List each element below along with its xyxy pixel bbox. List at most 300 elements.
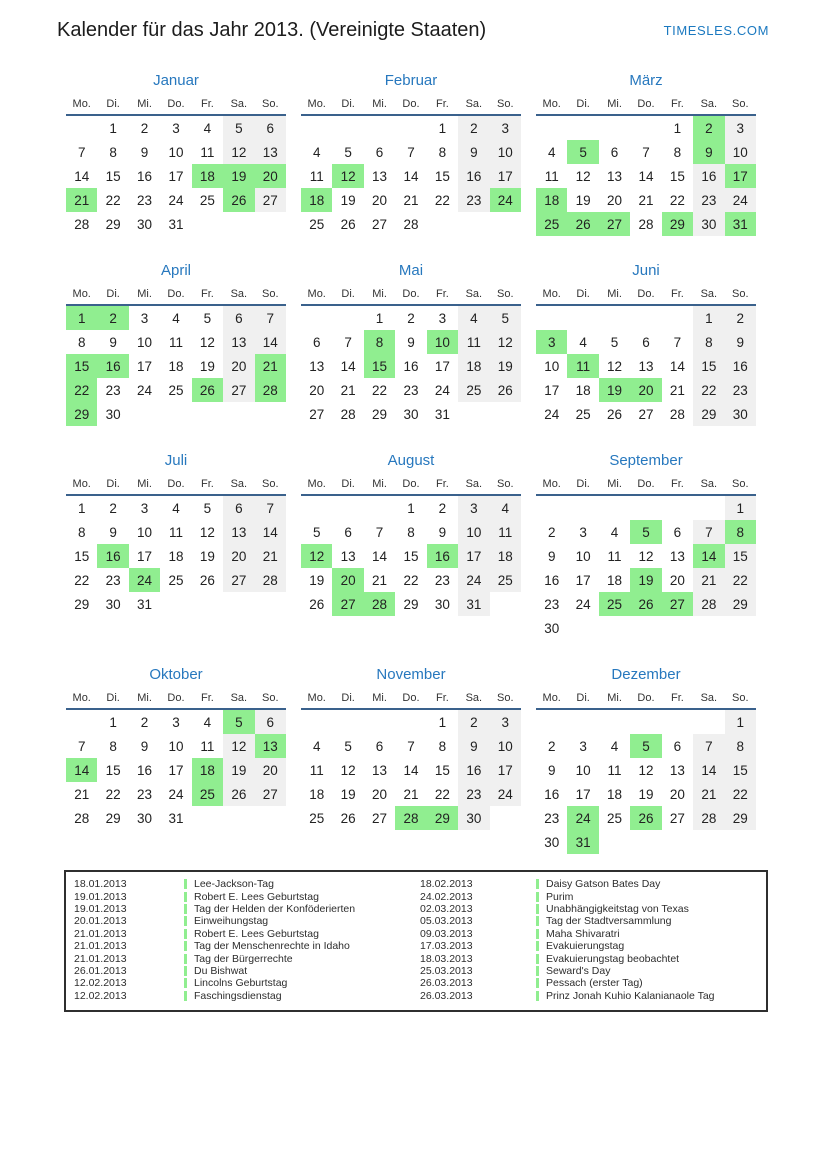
day-cell: 24 — [168, 786, 184, 802]
day-cell: 6 — [642, 334, 650, 350]
day-cell: 4 — [458, 306, 489, 330]
empty-day-cell — [630, 116, 661, 140]
day-cell: 3 — [172, 714, 180, 730]
empty-day-cell — [630, 710, 661, 734]
day-cell: 29 — [74, 596, 90, 612]
weekday-label: Do. — [167, 288, 185, 300]
holiday-marker-icon — [184, 978, 187, 988]
day-cell: 26 — [223, 782, 254, 806]
holiday-day-cell: 26 — [192, 378, 223, 402]
day-cell: 7 — [77, 738, 86, 754]
day-cell: 13 — [372, 168, 388, 184]
day-cell: 3 — [725, 116, 756, 140]
day-cell: 31 — [168, 216, 184, 232]
holiday-day-cell: 29 — [662, 212, 693, 236]
day-cell: 25 — [168, 382, 184, 398]
day-cell: 27 — [372, 810, 388, 826]
day-cell: 30 — [137, 216, 153, 232]
day-cell: 3 — [579, 738, 587, 754]
holiday-date: 12.02.2013 — [74, 977, 127, 990]
weekday-label: Mo. — [72, 98, 91, 110]
day-cell: 1 — [693, 306, 724, 330]
weekday-label: So. — [262, 288, 279, 300]
day-cell: 12 — [638, 762, 654, 778]
weekday-label: Sa. — [465, 692, 483, 704]
empty-day-cell — [630, 306, 661, 330]
weekday-label: Sa. — [465, 478, 483, 490]
day-cell: 11 — [309, 168, 324, 184]
holiday-day-cell: 10 — [427, 330, 458, 354]
day-cell: 8 — [407, 524, 415, 540]
holiday-day-cell: 26 — [630, 592, 661, 616]
day-cell: 10 — [137, 524, 153, 540]
empty-day-cell — [301, 306, 332, 330]
holiday-date: 21.01.2013 — [74, 927, 127, 940]
day-cell: 31 — [168, 810, 184, 826]
day-cell: 17 — [458, 544, 489, 568]
holiday-entry — [66, 903, 418, 915]
day-cell: 10 — [137, 334, 153, 350]
day-cell: 7 — [255, 306, 286, 330]
day-cell: 30 — [105, 596, 121, 612]
holiday-day-cell: 16 — [97, 354, 128, 378]
day-cell: 23 — [403, 382, 419, 398]
month-days-grid — [301, 116, 521, 236]
weekday-label: Di. — [341, 98, 355, 110]
day-cell: 19 — [223, 758, 254, 782]
month-title: März — [629, 72, 663, 89]
weekday-label: Fr. — [436, 478, 449, 490]
holiday-day-cell: 15 — [364, 354, 395, 378]
day-cell: 25 — [490, 568, 521, 592]
month-calendar — [536, 72, 756, 236]
holiday-day-cell: 14 — [66, 758, 97, 782]
day-cell: 25 — [575, 406, 591, 422]
empty-day-cell — [662, 306, 693, 330]
weekday-header-row — [66, 98, 286, 116]
weekday-label: Do. — [637, 692, 655, 704]
day-cell: 6 — [255, 116, 286, 140]
holiday-day-cell: 13 — [255, 734, 286, 758]
holiday-name: Tag der Stadtversammlung — [546, 915, 672, 928]
day-cell: 14 — [403, 762, 419, 778]
holiday-day-cell: 9 — [693, 140, 724, 164]
day-cell: 9 — [458, 140, 489, 164]
day-cell: 24 — [544, 406, 560, 422]
holiday-entry — [418, 952, 768, 964]
weekday-label: Mo. — [307, 692, 326, 704]
day-cell: 10 — [725, 140, 756, 164]
day-cell: 1 — [407, 500, 415, 516]
day-cell: 28 — [255, 568, 286, 592]
day-cell: 16 — [137, 762, 153, 778]
holiday-date: 26.03.2013 — [420, 977, 473, 990]
weekday-label: Do. — [402, 288, 420, 300]
day-cell: 13 — [638, 358, 654, 374]
weekday-label: Fr. — [436, 98, 449, 110]
day-cell: 15 — [105, 168, 121, 184]
holiday-entry — [418, 928, 768, 940]
holiday-day-cell: 2 — [693, 116, 724, 140]
day-cell: 12 — [223, 140, 254, 164]
day-cell: 1 — [109, 714, 117, 730]
day-cell: 28 — [638, 216, 654, 232]
holiday-date: 17.03.2013 — [420, 940, 473, 953]
day-cell: 4 — [172, 310, 180, 326]
day-cell: 16 — [458, 164, 489, 188]
holiday-name: Tag der Bürgerrechte — [194, 952, 293, 965]
day-cell: 9 — [140, 738, 149, 754]
weekday-label: Di. — [106, 692, 120, 704]
holiday-day-cell: 28 — [395, 806, 426, 830]
holiday-day-cell: 28 — [364, 592, 395, 616]
empty-day-cell — [395, 116, 426, 140]
day-cell: 22 — [74, 572, 90, 588]
day-cell: 10 — [490, 140, 521, 164]
weekday-label: Mo. — [307, 98, 326, 110]
day-cell: 7 — [77, 144, 86, 160]
day-cell: 5 — [203, 500, 212, 516]
day-cell: 12 — [340, 762, 356, 778]
day-cell: 31 — [137, 596, 153, 612]
weekday-label: Sa. — [230, 98, 248, 110]
day-cell: 8 — [725, 734, 756, 758]
day-cell: 30 — [434, 596, 450, 612]
day-cell: 1 — [438, 120, 447, 136]
holiday-date: 18.01.2013 — [74, 878, 127, 891]
day-cell: 8 — [77, 334, 86, 350]
weekday-label: Sa. — [230, 478, 248, 490]
day-cell: 20 — [223, 354, 254, 378]
empty-day-cell — [599, 116, 630, 140]
day-cell: 8 — [109, 738, 117, 754]
weekday-label: Mi. — [137, 288, 152, 300]
holiday-entry — [418, 903, 768, 915]
day-cell: 16 — [693, 164, 724, 188]
day-cell: 21 — [669, 382, 685, 398]
day-cell: 30 — [693, 212, 724, 236]
day-cell: 23 — [458, 188, 489, 212]
day-cell: 5 — [344, 144, 352, 160]
holiday-date: 26.03.2013 — [420, 989, 473, 1002]
brand-link[interactable]: TIMESLES.COM — [663, 23, 769, 38]
holiday-marker-icon — [184, 954, 187, 964]
holiday-day-cell: 31 — [725, 212, 756, 236]
holiday-marker-icon — [536, 892, 539, 902]
holiday-day-cell: 15 — [66, 354, 97, 378]
day-cell: 14 — [638, 168, 654, 184]
page-header — [0, 0, 827, 42]
weekday-label: Fr. — [201, 478, 214, 490]
day-cell: 6 — [255, 710, 286, 734]
day-cell: 22 — [105, 192, 121, 208]
day-cell: 21 — [340, 382, 356, 398]
day-cell: 4 — [579, 334, 587, 350]
weekday-label: So. — [262, 478, 279, 490]
weekday-label: So. — [497, 288, 514, 300]
day-cell: 26 — [607, 406, 623, 422]
holiday-date: 21.01.2013 — [74, 940, 127, 953]
weekday-label: So. — [732, 478, 749, 490]
day-cell: 23 — [544, 596, 560, 612]
holiday-date: 05.03.2013 — [420, 915, 473, 928]
day-cell: 7 — [642, 144, 650, 160]
weekday-header-row — [301, 288, 521, 306]
holiday-day-cell: 14 — [693, 544, 724, 568]
holiday-name: Lee-Jackson-Tag — [194, 878, 274, 891]
day-cell: 18 — [607, 572, 623, 588]
day-cell: 2 — [547, 738, 556, 754]
day-cell: 11 — [309, 762, 324, 778]
day-cell: 16 — [458, 758, 489, 782]
weekday-label: So. — [497, 692, 514, 704]
weekday-label: Mo. — [72, 692, 91, 704]
weekday-label: So. — [732, 288, 749, 300]
weekday-label: Mi. — [372, 288, 387, 300]
day-cell: 10 — [575, 762, 591, 778]
day-cell: 11 — [168, 524, 183, 540]
day-cell: 25 — [309, 216, 325, 232]
day-cell: 22 — [725, 782, 756, 806]
holiday-entry — [66, 878, 418, 890]
day-cell: 14 — [693, 758, 724, 782]
day-cell: 3 — [579, 524, 587, 540]
day-cell: 27 — [309, 406, 325, 422]
month-calendar — [301, 666, 521, 854]
weekday-label: So. — [497, 98, 514, 110]
day-cell: 27 — [255, 782, 286, 806]
day-cell: 9 — [547, 762, 556, 778]
day-cell: 29 — [725, 806, 756, 830]
day-cell: 12 — [199, 334, 215, 350]
month-title: Juli — [164, 452, 188, 469]
day-cell: 23 — [693, 188, 724, 212]
weekday-header-row — [536, 692, 756, 710]
day-cell: 19 — [638, 786, 654, 802]
holiday-date: 24.02.2013 — [420, 890, 473, 903]
day-cell: 9 — [407, 334, 415, 350]
day-cell: 5 — [312, 524, 321, 540]
day-cell: 9 — [438, 524, 447, 540]
day-cell: 20 — [309, 382, 325, 398]
weekday-label: Fr. — [201, 288, 214, 300]
weekday-label: Di. — [576, 692, 590, 704]
day-cell: 11 — [607, 548, 622, 564]
weekday-label: Di. — [106, 288, 120, 300]
empty-day-cell — [364, 496, 395, 520]
day-cell: 1 — [725, 496, 756, 520]
weekday-label: So. — [262, 692, 279, 704]
holiday-day-cell: 20 — [332, 568, 363, 592]
weekday-header-row — [301, 98, 521, 116]
day-cell: 15 — [74, 548, 90, 564]
day-cell: 9 — [547, 548, 556, 564]
day-cell: 8 — [693, 330, 724, 354]
day-cell: 10 — [544, 358, 560, 374]
weekday-label: Sa. — [700, 478, 718, 490]
day-cell: 8 — [109, 144, 117, 160]
holiday-day-cell: 16 — [97, 544, 128, 568]
month-days-grid — [66, 710, 286, 830]
day-cell: 15 — [669, 168, 685, 184]
day-cell: 13 — [669, 762, 685, 778]
page-title: Kalender für das Jahr 2013. (Vereinigte Staaten) — [57, 19, 487, 41]
day-cell: 22 — [669, 192, 685, 208]
weekday-label: Fr. — [436, 692, 449, 704]
empty-day-cell — [395, 710, 426, 734]
month-title: November — [376, 666, 446, 683]
day-cell: 27 — [669, 810, 685, 826]
day-cell: 29 — [372, 406, 388, 422]
holiday-day-cell: 31 — [567, 830, 598, 854]
holiday-day-cell: 1 — [66, 306, 97, 330]
empty-day-cell — [536, 496, 567, 520]
day-cell: 1 — [673, 120, 682, 136]
day-cell: 2 — [109, 500, 117, 516]
holiday-marker-icon — [184, 929, 187, 939]
day-cell: 4 — [490, 496, 521, 520]
day-cell: 6 — [375, 738, 384, 754]
weekday-label: Mo. — [72, 478, 91, 490]
empty-day-cell — [567, 496, 598, 520]
holiday-day-cell: 27 — [332, 592, 363, 616]
holiday-marker-icon — [184, 916, 187, 926]
weekday-label: Sa. — [465, 288, 483, 300]
holiday-day-cell: 29 — [66, 402, 97, 426]
month-calendar — [66, 262, 286, 426]
empty-day-cell — [630, 496, 661, 520]
day-cell: 2 — [458, 116, 489, 140]
day-cell: 31 — [434, 406, 450, 422]
month-days-grid — [301, 710, 521, 830]
weekday-header-row — [536, 98, 756, 116]
day-cell: 11 — [200, 738, 215, 754]
day-cell: 6 — [610, 144, 619, 160]
day-cell: 29 — [725, 592, 756, 616]
day-cell: 17 — [137, 358, 153, 374]
day-cell: 6 — [375, 144, 384, 160]
day-cell: 28 — [340, 406, 356, 422]
holiday-marker-icon — [536, 954, 539, 964]
weekday-label: Mo. — [542, 288, 561, 300]
holiday-column-left — [66, 878, 418, 1002]
day-cell: 2 — [725, 306, 756, 330]
day-cell: 11 — [490, 520, 521, 544]
day-cell: 12 — [199, 524, 215, 540]
month-title: April — [160, 262, 191, 279]
weekday-label: Di. — [576, 478, 590, 490]
weekday-label: So. — [497, 478, 514, 490]
day-cell: 22 — [725, 568, 756, 592]
holiday-name: Tag der Helden der Konföderierten — [194, 902, 356, 915]
holiday-day-cell: 25 — [536, 212, 567, 236]
day-cell: 15 — [725, 544, 756, 568]
day-cell: 27 — [223, 568, 254, 592]
day-cell: 21 — [74, 786, 90, 802]
day-cell: 26 — [309, 596, 325, 612]
empty-day-cell — [332, 306, 363, 330]
day-cell: 23 — [105, 572, 121, 588]
empty-day-cell — [332, 496, 363, 520]
day-cell: 2 — [458, 710, 489, 734]
weekday-header-row — [301, 478, 521, 496]
day-cell: 9 — [109, 334, 117, 350]
day-cell: 8 — [673, 144, 682, 160]
weekday-label: Fr. — [201, 692, 214, 704]
month-days-grid — [536, 496, 756, 640]
weekday-label: Sa. — [700, 288, 718, 300]
day-cell: 7 — [344, 334, 352, 350]
weekday-label: Di. — [576, 98, 590, 110]
day-cell: 21 — [693, 782, 724, 806]
day-cell: 26 — [490, 378, 521, 402]
day-cell: 17 — [544, 382, 560, 398]
day-cell: 8 — [438, 738, 447, 754]
holiday-entry — [418, 915, 768, 927]
day-cell: 18 — [607, 786, 623, 802]
holiday-day-cell: 2 — [97, 306, 128, 330]
holiday-marker-icon — [184, 904, 187, 914]
day-cell: 18 — [490, 544, 521, 568]
holiday-entry — [66, 890, 418, 902]
weekday-label: Di. — [341, 288, 355, 300]
holiday-day-cell: 20 — [255, 164, 286, 188]
weekday-label: Mo. — [307, 288, 326, 300]
weekday-label: Mi. — [372, 98, 387, 110]
holiday-legend — [64, 870, 768, 1012]
holiday-day-cell: 25 — [599, 592, 630, 616]
day-cell: 7 — [375, 524, 384, 540]
day-cell: 27 — [255, 188, 286, 212]
day-cell: 29 — [403, 596, 419, 612]
month-calendar — [301, 262, 521, 426]
holiday-entry — [418, 878, 768, 890]
day-cell: 19 — [199, 548, 215, 564]
day-cell: 23 — [725, 378, 756, 402]
day-cell: 23 — [544, 810, 560, 826]
day-cell: 28 — [693, 806, 724, 830]
day-cell: 22 — [403, 572, 419, 588]
day-cell: 4 — [203, 120, 212, 136]
weekday-label: Fr. — [671, 98, 684, 110]
holiday-day-cell: 11 — [567, 354, 598, 378]
empty-day-cell — [567, 116, 598, 140]
day-cell: 15 — [434, 168, 450, 184]
month-title: Oktober — [149, 666, 203, 683]
weekday-label: Do. — [167, 692, 185, 704]
month-title: September — [609, 452, 683, 469]
day-cell: 24 — [725, 188, 756, 212]
day-cell: 8 — [438, 144, 447, 160]
holiday-entry — [66, 965, 418, 977]
weekday-label: Do. — [167, 478, 185, 490]
weekday-label: Mi. — [607, 288, 622, 300]
weekday-label: Fr. — [671, 692, 684, 704]
holiday-date: 12.02.2013 — [74, 989, 127, 1002]
weekday-label: Di. — [106, 98, 120, 110]
day-cell: 28 — [74, 810, 90, 826]
day-cell: 19 — [575, 192, 591, 208]
day-cell: 7 — [693, 734, 724, 758]
holiday-day-cell: 17 — [725, 164, 756, 188]
holiday-entry — [418, 990, 768, 1002]
weekday-label: Do. — [637, 478, 655, 490]
empty-day-cell — [599, 306, 630, 330]
holiday-date: 26.01.2013 — [74, 964, 127, 977]
holiday-day-cell: 18 — [192, 758, 223, 782]
day-cell: 3 — [140, 500, 149, 516]
day-cell: 5 — [223, 116, 254, 140]
